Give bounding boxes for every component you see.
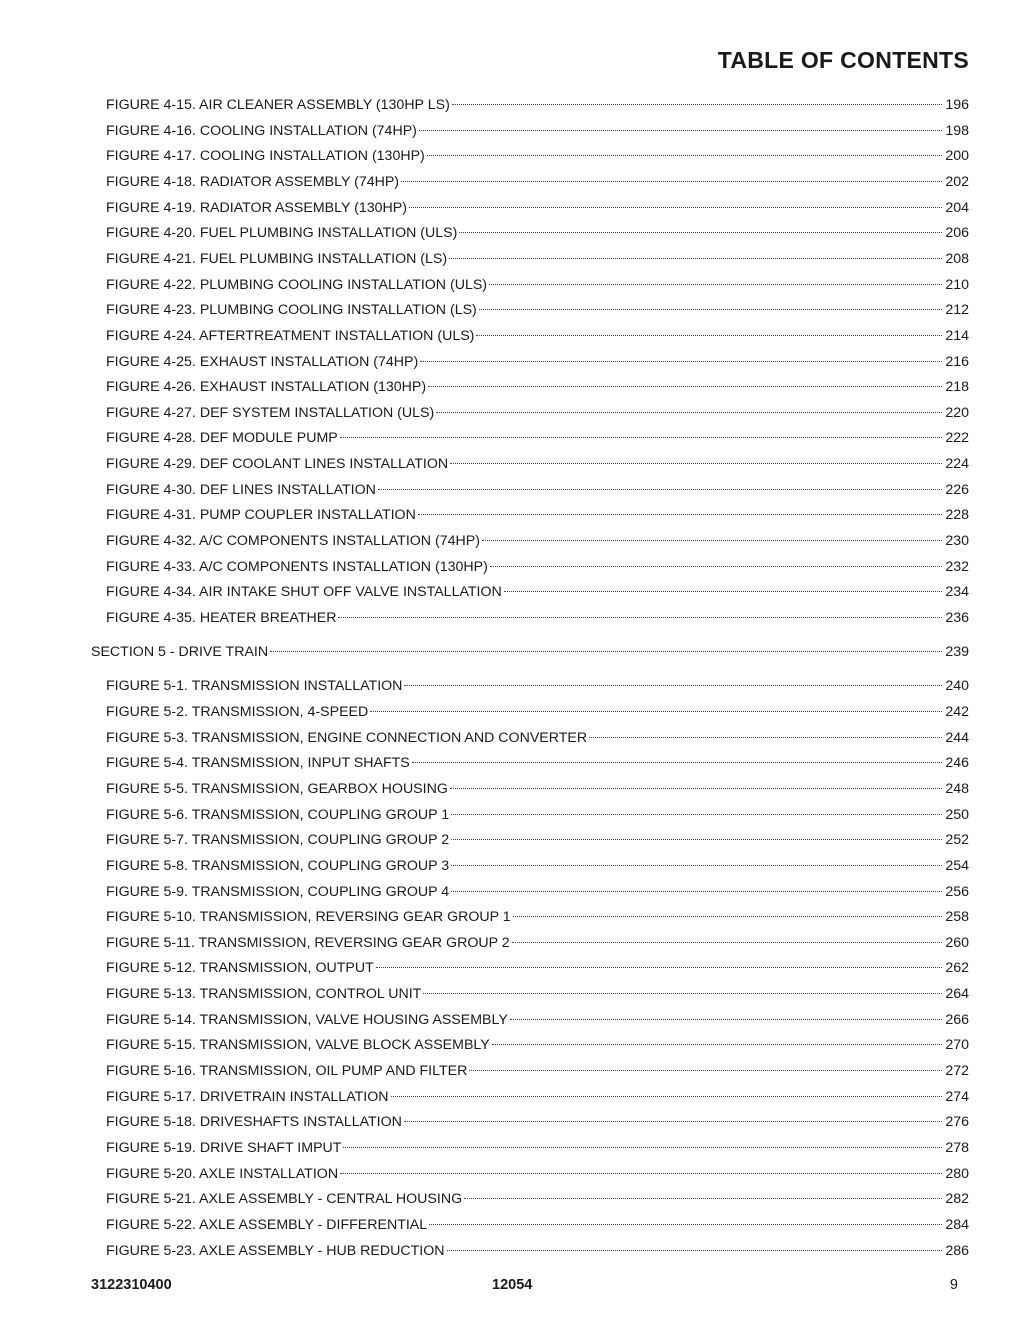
toc-entry-label: FIGURE 4-33. A/C COMPONENTS INSTALLATION (130HP) [106,558,488,575]
toc-figure-entry[interactable] [0,140,1024,165]
toc-entry-label: FIGURE 4-25. EXHAUST INSTALLATION (74HP) [106,353,419,370]
toc-entry-page: 262 [945,960,969,977]
toc-entry-page: 280 [945,1165,969,1182]
dot-leader [340,1158,942,1178]
toc-entry-line [106,1081,969,1107]
toc-entry-label: FIGURE 5-16. TRANSMISSION, OIL PUMP AND FILTER [106,1063,468,1079]
dot-leader [504,576,943,596]
toc-entry-page: 228 [945,507,969,524]
toc-entry-page: 198 [945,122,969,139]
dot-leader [476,320,942,340]
dot-leader [490,551,943,571]
toc-entry-page: 200 [945,148,969,165]
toc-entry-label: FIGURE 4-22. PLUMBING COOLING INSTALLATION (ULS) [106,276,488,293]
dot-leader [428,371,942,391]
toc-entry-line [106,499,969,525]
toc-figure-entry[interactable] [0,1132,1024,1156]
toc-figure-entry[interactable] [0,89,1024,113]
dot-leader [513,901,943,921]
toc-figure-entry[interactable] [0,799,1024,823]
dot-leader [451,799,942,819]
toc-entry-label: FIGURE 5-15. TRANSMISSION, VALVE BLOCK ASSEMBLY [106,1037,490,1054]
dot-leader [409,192,942,212]
toc-entry-line [106,824,969,850]
toc-entry-label: FIGURE 4-21. FUEL PLUMBING INSTALLATION (LS) [106,250,448,267]
dot-leader [482,525,942,545]
toc-entry-page: 239 [945,644,969,661]
toc-entry-label: FIGURE 5-1. TRANSMISSION INSTALLATION [106,678,403,695]
toc-entry-label: FIGURE 5-19. DRIVE SHAFT IMPUT [106,1140,342,1156]
toc-entry-label: FIGURE 4-35. HEATER BREATHER [106,610,337,626]
toc-entry-page: 256 [945,883,969,900]
toc-figure-entry[interactable] [0,551,1024,575]
toc-entry-page: 232 [945,558,969,575]
toc-entry-label: FIGURE 4-17. COOLING INSTALLATION (130HP) [106,148,425,165]
toc-entry-line [106,1235,969,1261]
dot-leader [427,140,943,160]
toc-entry-line [106,1183,969,1209]
toc-entry-line [106,320,969,346]
toc-entry-line [106,525,969,551]
dot-leader [429,1209,942,1229]
dot-leader [451,876,942,896]
toc-entry-line [106,576,969,602]
toc-entry-label: FIGURE 5-8. TRANSMISSION, COUPLING GROUP 3 [106,857,450,874]
dot-leader [492,1029,943,1049]
dot-leader [589,722,942,742]
toc-entry-label: FIGURE 4-23. PLUMBING COOLING INSTALLATION (LS) [106,302,477,319]
toc-entry-page: 240 [945,678,969,695]
toc-figure-entry[interactable] [0,576,1024,601]
toc-entry-line [106,670,969,696]
toc-entry-page: 196 [945,97,969,113]
toc-figure-entry[interactable] [0,422,1024,447]
toc-entry-page: 230 [945,533,969,549]
toc-figure-entry[interactable] [0,1158,1024,1182]
toc-figure-entry[interactable] [0,448,1024,473]
toc-entry-label: FIGURE 4-16. COOLING INSTALLATION (74HP) [106,122,417,139]
dot-leader [376,952,943,972]
toc-entry-label: FIGURE 5-6. TRANSMISSION, COUPLING GROUP 1 [106,806,450,823]
toc-entry-line [106,722,969,748]
dot-leader [419,115,942,135]
dot-leader [378,474,942,494]
toc-entry-line [106,747,969,773]
toc-figure-entry[interactable] [0,269,1024,293]
toc-entry-label: FIGURE 4-32. A/C COMPONENTS INSTALLATION (74HP) [106,533,480,549]
toc-entry-page: 278 [945,1140,969,1156]
toc-entry-label: FIGURE 5-2. TRANSMISSION, 4-SPEED [106,703,369,720]
toc-entry-page: 276 [945,1114,969,1131]
toc-figure-entry[interactable] [0,850,1024,874]
toc-figure-entry[interactable] [0,952,1024,977]
toc-entry-page: 222 [945,430,969,447]
toc-entry-line [91,636,969,662]
toc-entry-label: SECTION 5 - DRIVE TRAIN [91,644,269,661]
toc-entry-page: 264 [945,986,969,1003]
toc-entry-page: 246 [945,755,969,772]
toc-entry-label: FIGURE 5-3. TRANSMISSION, ENGINE CONNECTION AND CONVERTER [106,729,588,746]
toc-figure-entry[interactable] [0,217,1024,242]
toc-entry-page: 202 [945,173,969,190]
toc-figure-entry[interactable] [0,696,1024,720]
dot-leader [450,773,942,793]
footer-page-number: 9 [949,1277,958,1293]
dot-leader [469,1055,942,1075]
toc-entry-page: 272 [945,1063,969,1079]
toc-entry-label: FIGURE 4-29. DEF COOLANT LINES INSTALLATION [106,456,449,473]
toc-entry-line [106,422,969,448]
footer-serial: 12054 [492,1277,533,1293]
page-title: TABLE OF CONTENTS [717,47,969,73]
toc-entry-line [106,799,969,825]
toc-entry-label: FIGURE 4-34. AIR INTAKE SHUT OFF VALVE INSTALLATION [106,584,502,601]
toc-entry-line [106,474,969,500]
toc-entry-line [106,115,969,141]
toc-entry-page: 252 [945,832,969,849]
dot-leader [510,1004,943,1024]
toc-figure-entry[interactable] [0,499,1024,524]
toc-entry-label: FIGURE 4-18. RADIATOR ASSEMBLY (74HP) [106,173,400,190]
dot-leader [452,89,943,109]
toc-figure-entry[interactable] [0,1106,1024,1131]
dot-leader [270,636,942,656]
toc-entry-label: FIGURE 5-23. AXLE ASSEMBLY - HUB REDUCTION [106,1242,445,1259]
toc-entry-page: 260 [945,934,969,951]
toc-entry-line [106,1055,969,1081]
toc-entry-line [106,269,969,295]
toc-entry-label: FIGURE 5-22. AXLE ASSEMBLY - DIFFERENTIAL [106,1216,428,1233]
toc-entry-page: 266 [945,1011,969,1028]
toc-entry-line [106,876,969,902]
toc-entry-label: FIGURE 5-12. TRANSMISSION, OUTPUT [106,960,374,977]
toc-figure-entry[interactable] [0,371,1024,396]
toc-entry-label: FIGURE 5-21. AXLE ASSEMBLY - CENTRAL HOUSING [106,1191,463,1208]
toc-entry-label: FIGURE 4-26. EXHAUST INSTALLATION (130HP) [106,379,427,396]
toc-entry-line [106,89,969,115]
toc-entry-line [106,850,969,876]
toc-figure-entry[interactable] [0,525,1024,549]
dot-leader [340,422,943,442]
toc-entry-page: 270 [945,1037,969,1054]
toc-figure-entry[interactable] [0,773,1024,797]
toc-entry-line [106,901,969,927]
toc-entry-label: FIGURE 4-24. AFTERTREATMENT INSTALLATION (ULS) [106,327,475,344]
toc-entry-page: 248 [945,780,969,797]
toc-entry-page: 254 [945,857,969,874]
toc-entry-line [106,1132,969,1158]
toc-entry-label: FIGURE 4-27. DEF SYSTEM INSTALLATION (ULS) [106,404,435,421]
toc-entry-page: 258 [945,909,969,926]
toc-figure-entry[interactable] [0,1081,1024,1105]
dot-leader [412,747,943,767]
toc-figure-entry[interactable] [0,192,1024,216]
toc-entry-line [106,371,969,397]
toc-entry-line [106,397,969,423]
toc-figure-entry[interactable] [0,747,1024,772]
toc-figure-entry[interactable] [0,927,1024,951]
toc-entry-label: FIGURE 5-13. TRANSMISSION, CONTROL UNIT [106,986,422,1003]
toc-figure-entry[interactable] [0,901,1024,926]
dot-leader [451,850,942,870]
toc-entry-label: FIGURE 4-31. PUMP COUPLER INSTALLATION [106,507,416,524]
toc-entry-line [106,1209,969,1235]
toc-figure-entry[interactable] [0,166,1024,190]
dot-leader [464,1183,942,1203]
toc-entry-label: FIGURE 5-11. TRANSMISSION, REVERSING GEAR GROUP 2 [106,934,510,951]
toc-entry-page: 210 [945,276,969,293]
dot-leader [420,346,942,366]
toc-figure-entry[interactable] [0,346,1024,370]
toc-entry-label: FIGURE 5-10. TRANSMISSION, REVERSING GEAR GROUP 1 [106,909,511,926]
toc-entry-label: FIGURE 4-30. DEF LINES INSTALLATION [106,481,376,498]
toc-entry-page: 282 [945,1191,969,1208]
toc-entry-label: FIGURE 5-20. AXLE INSTALLATION [106,1165,339,1182]
toc-entry-page: 224 [945,456,969,473]
toc-entry-line [106,243,969,269]
toc-entry-label: FIGURE 5-18. DRIVESHAFTS INSTALLATION [106,1114,402,1131]
toc-entry-line [106,1106,969,1132]
toc-entry-line [106,140,969,166]
toc-entry-page: 250 [945,806,969,823]
dot-leader [423,978,942,998]
dot-leader [404,670,942,690]
dot-leader [391,1081,943,1101]
toc-figure-entry[interactable] [0,474,1024,498]
toc-entry-page: 216 [945,353,969,370]
toc-entry-label: FIGURE 4-20. FUEL PLUMBING INSTALLATION (ULS) [106,225,458,242]
dot-leader [451,824,942,844]
toc-entry-line [106,1029,969,1055]
dot-leader [401,166,942,186]
toc-entry-page: 220 [945,404,969,421]
dot-leader [450,448,942,468]
toc-figure-entry[interactable] [0,1235,1024,1259]
toc-entry-page: 286 [945,1242,969,1259]
toc-entry-label: FIGURE 5-9. TRANSMISSION, COUPLING GROUP 4 [106,883,450,900]
toc-entry-page: 212 [945,302,969,319]
toc-figure-entry[interactable] [0,602,1024,626]
toc-figure-entry[interactable] [0,294,1024,319]
toc-figure-entry[interactable] [0,115,1024,139]
dot-leader [343,1132,942,1152]
toc-figure-entry[interactable] [0,1183,1024,1208]
toc-entry-page: 226 [945,481,969,498]
toc-figure-entry[interactable] [0,978,1024,1003]
toc-section-entry[interactable] [0,636,1024,661]
toc-entry-page: 284 [945,1216,969,1233]
toc-entry-page: 274 [945,1088,969,1105]
toc-entry-page: 234 [945,584,969,601]
toc-figure-entry[interactable] [0,1055,1024,1079]
toc-entry-page: 242 [945,703,969,720]
dot-leader [404,1106,942,1126]
toc-figure-entry[interactable] [0,397,1024,421]
toc-entry-label: FIGURE 4-28. DEF MODULE PUMP [106,430,338,447]
toc-entry-page: 236 [945,610,969,626]
toc-entry-line [106,1004,969,1030]
toc-figure-entry[interactable] [0,320,1024,344]
toc-entry-label: FIGURE 5-14. TRANSMISSION, VALVE HOUSING ASSEMBLY [106,1011,508,1028]
toc-figure-entry[interactable] [0,1209,1024,1233]
toc-entry-line [106,294,969,320]
toc-figure-entry[interactable] [0,670,1024,695]
toc-entry-line [106,166,969,192]
dot-leader [370,696,942,716]
toc-entry-label: FIGURE 4-15. AIR CLEANER ASSEMBLY (130HP LS) [106,97,450,113]
dot-leader [489,269,942,289]
toc-entry-page: 204 [945,199,969,216]
toc-entry-label: FIGURE 5-17. DRIVETRAIN INSTALLATION [106,1088,389,1105]
toc-entry-line [106,927,969,953]
dot-leader [449,243,942,263]
dot-leader [459,217,942,237]
toc-entry-page: 208 [945,250,969,267]
toc-figure-entry[interactable] [0,722,1024,746]
dot-leader [447,1235,943,1255]
toc-entry-line [106,448,969,474]
toc-entry-label: FIGURE 5-7. TRANSMISSION, COUPLING GROUP 2 [106,832,450,849]
toc-entry-label: FIGURE 4-19. RADIATOR ASSEMBLY (130HP) [106,199,407,216]
toc-figure-entry[interactable] [0,876,1024,900]
toc-entry-page: 214 [945,327,969,344]
toc-figure-entry[interactable] [0,824,1024,849]
toc-entry-line [106,346,969,372]
toc-entry-line [106,773,969,799]
footer-doc-number: 3122310400 [91,1277,172,1293]
toc-entry-label: FIGURE 5-5. TRANSMISSION, GEARBOX HOUSING [106,780,448,797]
toc-entry-page: 218 [945,379,969,396]
toc-entry-line [106,217,969,243]
toc-entry-line [106,1158,969,1184]
dot-leader [479,294,943,314]
dot-leader [418,499,942,519]
toc-figure-entry[interactable] [0,243,1024,267]
toc-entry-line [106,696,969,722]
toc-figure-entry[interactable] [0,1029,1024,1054]
toc-entry-line [106,192,969,218]
toc-entry-page: 206 [945,225,969,242]
toc-entry-line [106,551,969,577]
toc-entry-line [106,952,969,978]
dot-leader [436,397,942,417]
toc-figure-entry[interactable] [0,1004,1024,1028]
toc-entry-line [106,978,969,1004]
toc-entry-page: 244 [945,729,969,746]
toc-entry-line [106,602,969,628]
toc-entry-label: FIGURE 5-4. TRANSMISSION, INPUT SHAFTS [106,755,410,772]
dot-leader [338,602,942,622]
dot-leader [512,927,943,947]
